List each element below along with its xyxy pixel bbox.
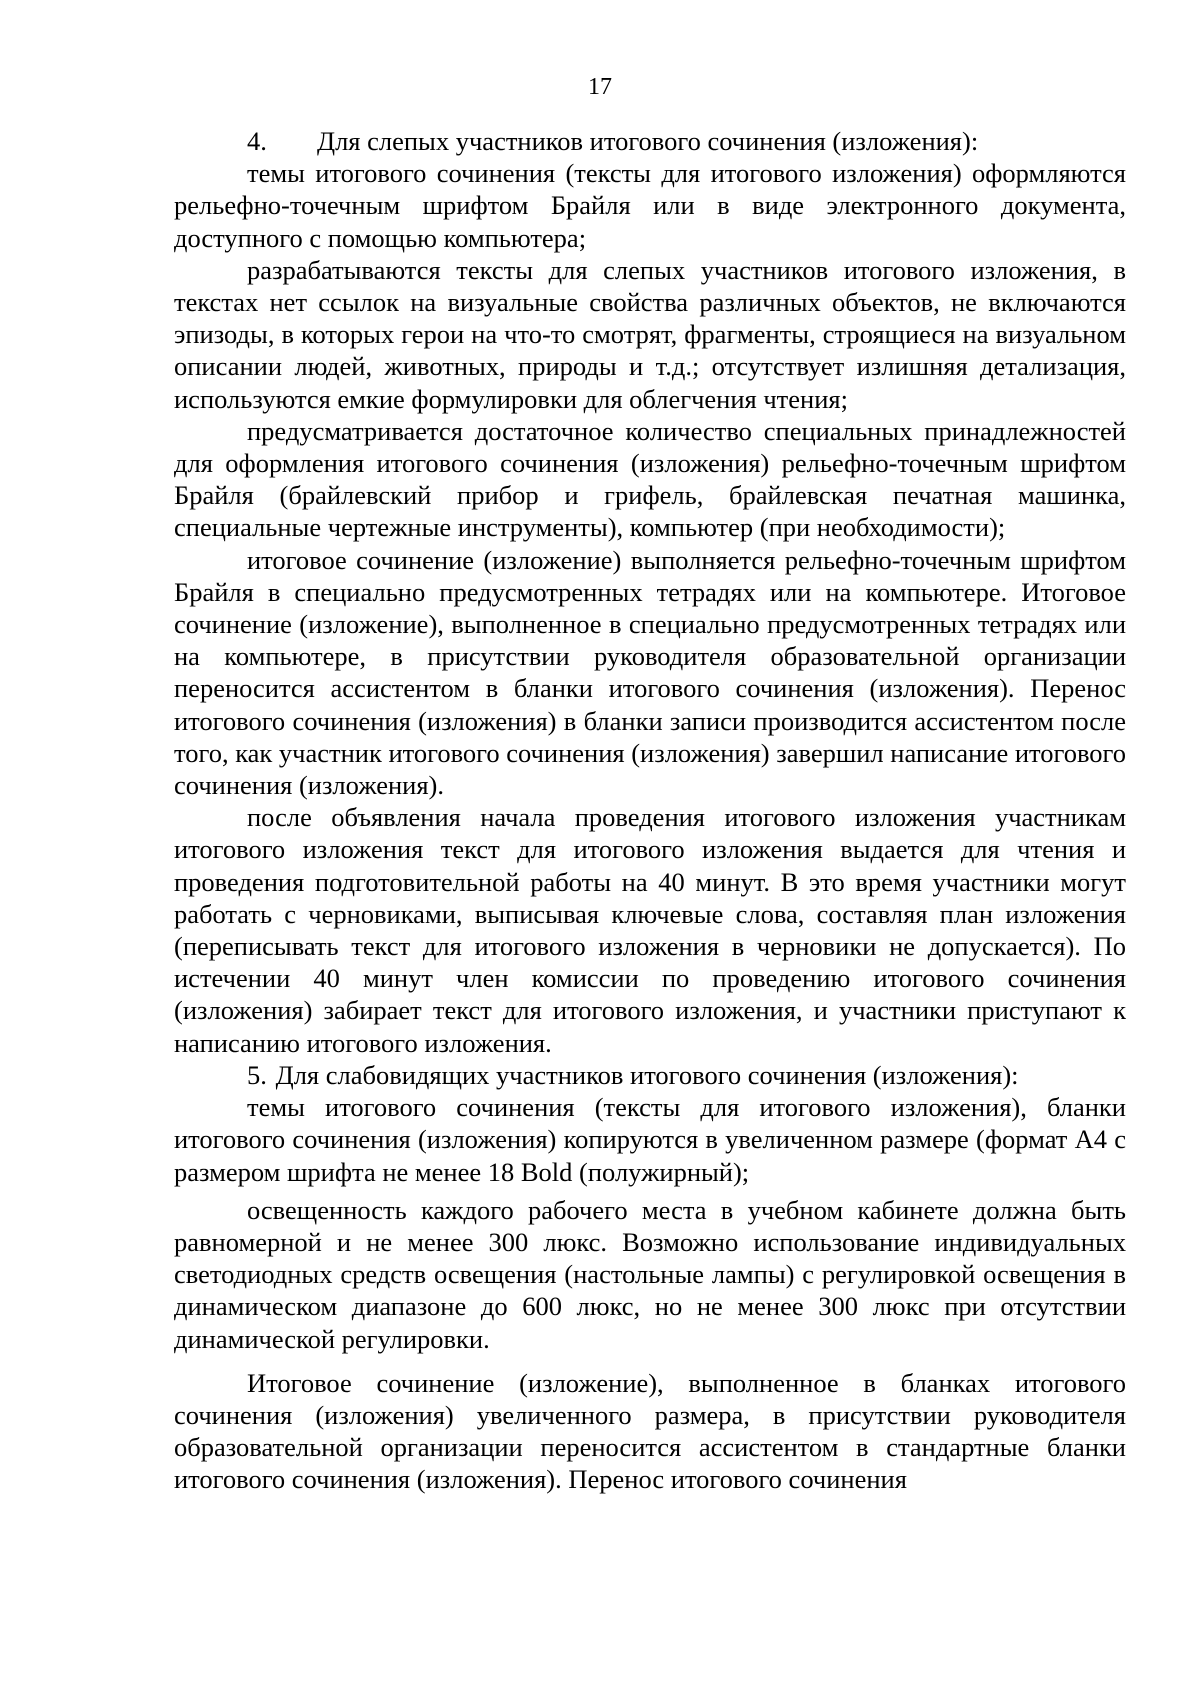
item-5-paragraph-2: освещенность каждого рабочего места в учебном кабинете должна быть равномерной и не менее 300 люкс. Возможно использование индивидуальных светодиодных средств освещения (настольные лампы) с регулировкой освещения в динамическом диапазоне до 600 люкс, но не менее 300 люкс при отсутствии динамической регулировки. bbox=[174, 1194, 1126, 1354]
document-body bbox=[174, 125, 1126, 1496]
item-5-number: 5. bbox=[247, 1059, 267, 1090]
item-5-paragraph-3: Итоговое сочинение (изложение), выполненное в бланках итогового сочинения (изложения) увеличенного размера, в присутствии руководителя образовательной организации переносится ассистентом в стандартные бланки итогового сочинения (изложения). Перенос итогового сочинения bbox=[174, 1367, 1126, 1495]
item-4-paragraph-3: предусматривается достаточное количество специальных принадлежностей для оформления итогового сочинения (изложения) рельефно-точечным шрифтом Брайля (брайлевский прибор и грифель, брайлевская печатная машинка, специальные чертежные инструменты), компьютер (при необходимости); bbox=[174, 415, 1126, 543]
item-4-paragraph-1: темы итогового сочинения (тексты для итогового изложения) оформляются рельефно-точечным шрифтом Брайля или в виде электронного документа, доступного с помощью компьютера; bbox=[174, 158, 1126, 253]
item-4-heading bbox=[174, 125, 1126, 157]
item-5-paragraph-1: темы итогового сочинения (тексты для итогового изложения), бланки итогового сочинения (изложения) копируются в увеличенном размере (формат А4 с размером шрифта не менее 18 Bold (полужирный); bbox=[174, 1092, 1126, 1187]
item-5-heading bbox=[174, 1059, 1126, 1091]
item-4-paragraph-5: после объявления начала проведения итогового изложения участникам итогового изложения текст для итогового изложения выдается для чтения и проведения подготовительной работы на 40 минут. В это время участники могут работать с черновиками, выписывая ключевые слова, составляя план изложения (переписывать текст для итогового изложения в черновики не допускается). По истечении 40 минут член комиссии по проведению итогового сочинения (изложения) забирает текст для итогового изложения, и участники приступают к написанию итогового изложения. bbox=[174, 802, 1126, 1058]
item-4-heading-text: Для слепых участников итогового сочинения (изложения): bbox=[317, 126, 979, 156]
item-4-paragraph-4: итоговое сочинение (изложение) выполняется рельефно-точечным шрифтом Брайля в специально предусмотренных тетрадях или на компьютере. Итоговое сочинение (изложение), выполненное в специально предусмотренных тетрадях или на компьютере, в присутствии руководителя образовательной организации переносится ассистентом в бланки итогового сочинения (изложения). Перенос итогового сочинения (изложения) в бланки записи производится ассистентом после того, как участник итогового сочинения (изложения) завершил написание итогового сочинения (изложения). bbox=[174, 544, 1126, 801]
page-number: 17 bbox=[588, 74, 612, 100]
item-5-heading-text: Для слабовидящих участников итогового сочинения (изложения): bbox=[275, 1059, 1019, 1090]
item-4-number: 4. bbox=[247, 126, 267, 156]
item-4-paragraph-2: разрабатываются тексты для слепых участников итогового изложения, в текстах нет ссылок на визуальные свойства различных объектов, не включаются эпизоды, в которых герои на что-то смотрят, фрагменты, строящиеся на визуальном описании людей, животных, природы и т.д.; отсутствует излишняя детализация, используются емкие формулировки для облегчения чтения; bbox=[174, 254, 1126, 414]
